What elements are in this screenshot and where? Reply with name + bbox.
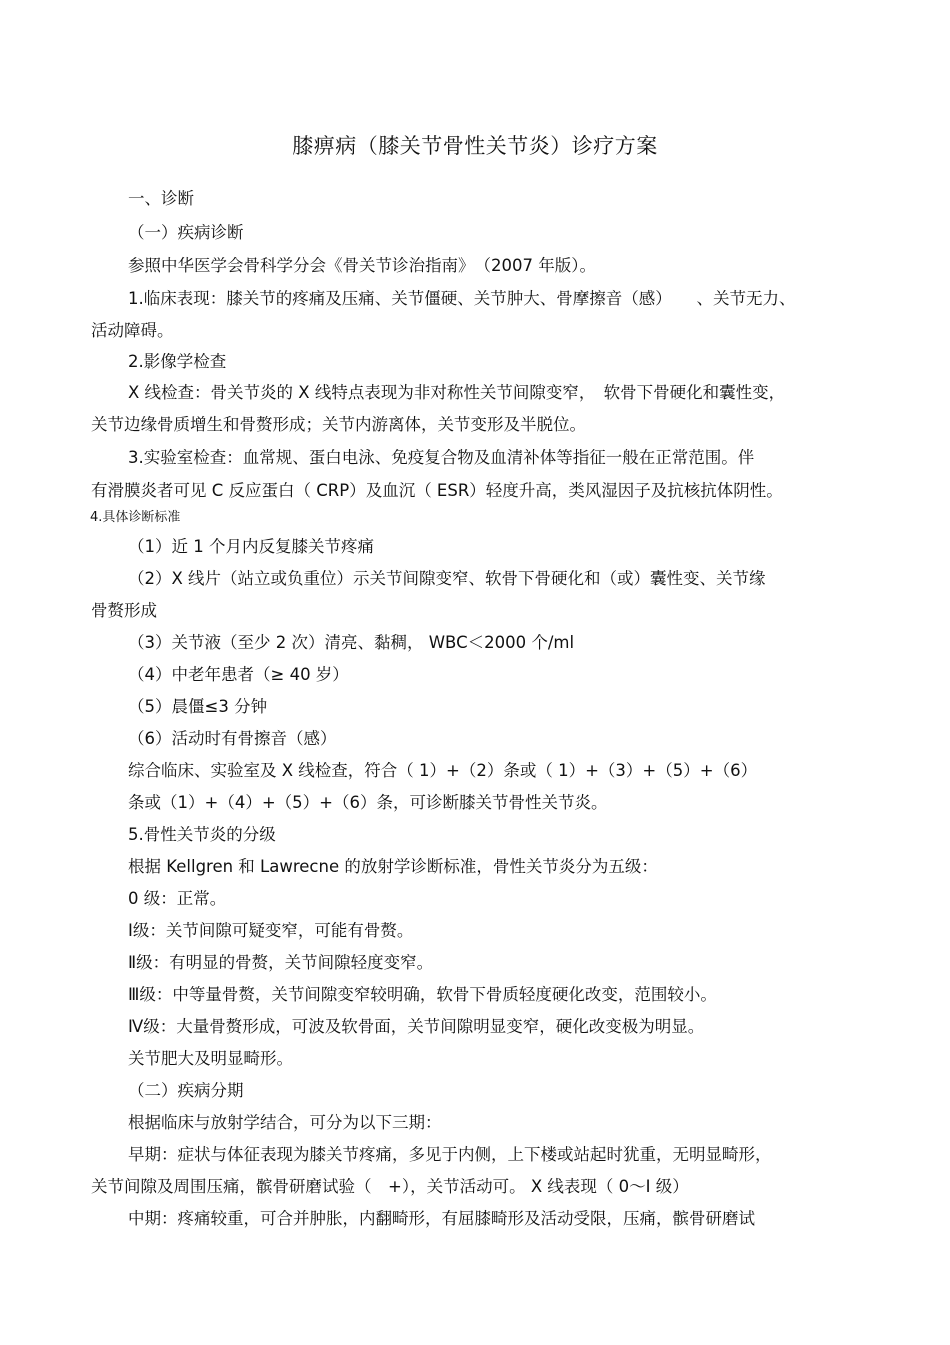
paragraph-line: 关节间隙及周围压痛，髌骨研磨试验（ +），关节活动可。 X 线表现（ 0～I 级） bbox=[91, 1177, 689, 1196]
criteria-item: （5）晨僵≤3 分钟 bbox=[128, 697, 268, 716]
subsection-heading-disease-diagnosis: （一）疾病诊断 bbox=[128, 223, 244, 242]
grade-item: 0 级：正常。 bbox=[128, 889, 227, 908]
item-heading-grading: 5.骨性关节炎的分级 bbox=[128, 825, 276, 844]
document-title: 膝痹病（膝关节骨性关节炎）诊疗方案 bbox=[292, 134, 658, 158]
criteria-item: （4）中老年患者（≥ 40 岁） bbox=[128, 665, 349, 684]
paragraph-line: 关节边缘骨质增生和骨赘形成；关节内游离体，关节变形及半脱位。 bbox=[91, 415, 586, 434]
paragraph-line: 参照中华医学会骨科学分会《骨关节诊治指南》 （2007 年版）。 bbox=[128, 256, 596, 275]
paragraph-line: 中期：疼痛较重，可合并肿胀，内翻畸形，有屈膝畸形及活动受限，压痛，髌骨研磨试 bbox=[128, 1209, 755, 1228]
paragraph-line: 综合临床、实验室及 X 线检查，符合（ 1）+（2）条或（ 1）+（3）+（5）+（6） bbox=[128, 761, 758, 780]
paragraph-line: 3.实验室检查：血常规、蛋白电泳、免疫复合物及血清补体等指征一般在正常范围。伴 bbox=[128, 448, 755, 467]
paragraph-line: 早期：症状与体征表现为膝关节疼痛，多见于内侧，上下楼或站起时犹重，无明显畸形， bbox=[128, 1145, 772, 1164]
subsection-heading-staging: （二）疾病分期 bbox=[128, 1081, 244, 1100]
grade-item: Ⅳ级：大量骨赘形成，可波及软骨面，关节间隙明显变窄，硬化改变极为明显。 bbox=[128, 1017, 705, 1036]
paragraph-line: 根据 Kellgren 和 Lawrecne 的放射学诊断标准，骨性关节炎分为五级： bbox=[128, 857, 658, 876]
paragraph-line: 有滑膜炎者可见 C 反应蛋白（ CRP）及血沉（ ESR）轻度升高，类风湿因子及抗核抗体阴性。 bbox=[91, 481, 783, 500]
paragraph-line: X 线检查：骨关节炎的 X 线特点表现为非对称性关节间隙变窄， 软骨下骨硬化和囊性变， bbox=[128, 383, 786, 402]
criteria-item: （3）关节液（至少 2 次）清亮、黏稠， WBC＜2000 个/ml bbox=[128, 633, 575, 652]
paragraph-line: 1.临床表现：膝关节的疼痛及压痛、关节僵硬、关节肿大、骨摩擦音（感） 、关节无力、 bbox=[128, 289, 796, 308]
criteria-item: （1）近 1 个月内反复膝关节疼痛 bbox=[128, 537, 374, 556]
grade-item: Ⅰ级：关节间隙可疑变窄，可能有骨赘。 bbox=[128, 921, 414, 940]
paragraph-line: 活动障碍。 bbox=[91, 321, 174, 340]
criteria-item-continuation: 骨赘形成 bbox=[91, 601, 157, 620]
grade-item-continuation: 关节肥大及明显畸形。 bbox=[128, 1049, 293, 1068]
paragraph-line: 根据临床与放射学结合，可分为以下三期： bbox=[128, 1113, 442, 1132]
grade-item: Ⅲ级：中等量骨赘，关节间隙变窄较明确，软骨下骨质轻度硬化改变，范围较小。 bbox=[128, 985, 717, 1004]
criteria-item: （6）活动时有骨擦音（感） bbox=[128, 729, 337, 748]
paragraph-line: 条或（1）+（4）+（5）+（6）条，可诊断膝关节骨性关节炎。 bbox=[128, 793, 608, 812]
criteria-item: （2）X 线片（站立或负重位）示关节间隙变窄、软骨下骨硬化和（或）囊性变、关节缘 bbox=[128, 569, 766, 588]
item-heading-criteria: 4.具体诊断标准 bbox=[90, 510, 181, 525]
grade-item: Ⅱ级：有明显的骨赘，关节间隙轻度变窄。 bbox=[128, 953, 434, 972]
item-heading-imaging: 2.影像学检查 bbox=[128, 352, 227, 371]
section-heading-diagnosis: 一、诊断 bbox=[128, 189, 194, 208]
